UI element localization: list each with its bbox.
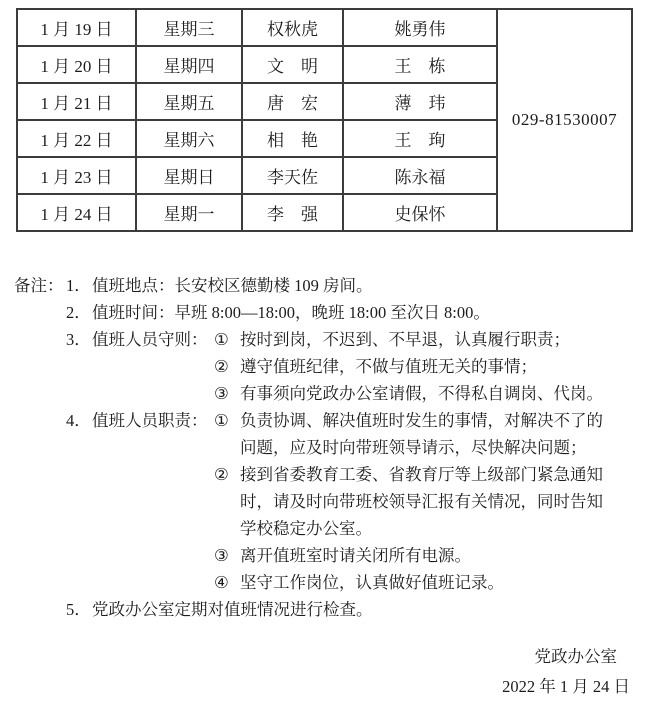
day-duty-cell: 李 强 — [242, 194, 343, 231]
day-duty-cell: 文 明 — [242, 46, 343, 83]
sub-line: 负责协调、解决值班时发生的事情，对解决不了的 — [240, 411, 603, 430]
date-cell: 1 月 23 日 — [17, 157, 136, 194]
sub-item — [214, 407, 646, 461]
sub-line: 时，请及时向带班校领导汇报有关情况，同时告知 — [240, 492, 603, 511]
note-text: 党政办公室定期对值班情况进行检查。 — [92, 600, 373, 619]
note-item-4 — [66, 407, 646, 596]
sub-item — [214, 326, 646, 353]
duty-table — [16, 8, 633, 232]
sub-line: 按时到岗，不迟到、不早退，认真履行职责； — [240, 330, 570, 349]
signature-date: 2022 年 1 月 24 日 — [502, 677, 630, 696]
circled-number: ① — [214, 411, 229, 430]
notes-section — [14, 272, 646, 623]
note-text: 值班地点：长安校区德勤楼 109 房间。 — [92, 276, 373, 295]
day-duty-cell: 相 艳 — [242, 120, 343, 157]
signature-block — [502, 642, 630, 702]
weekday-cell: 星期一 — [136, 194, 242, 231]
phone-cell: 029-81530007 — [497, 9, 632, 231]
weekday-cell: 星期六 — [136, 120, 242, 157]
sub-line: 接到省委教育工委、省教育厅等上级部门紧急通知 — [240, 465, 603, 484]
night-duty-cell: 姚勇伟 — [343, 9, 497, 46]
note-title: 值班人员守则： — [92, 330, 208, 349]
signature-org: 党政办公室 — [534, 647, 617, 666]
sub-line: 遵守值班纪律，不做与值班无关的事情； — [240, 357, 537, 376]
sub-item — [214, 461, 646, 542]
sub-line: 离开值班室时请关闭所有电源。 — [240, 546, 471, 565]
date-cell: 1 月 19 日 — [17, 9, 136, 46]
circled-number: ② — [214, 357, 229, 376]
circled-number: ③ — [214, 384, 229, 403]
note-number: 1． — [66, 276, 91, 295]
circled-number: ① — [214, 330, 229, 349]
note-number: 2． — [66, 303, 91, 322]
note-number: 5． — [66, 600, 91, 619]
night-duty-cell: 陈永福 — [343, 157, 497, 194]
sub-item — [214, 353, 646, 380]
night-duty-cell: 史保怀 — [343, 194, 497, 231]
day-duty-cell: 李天佐 — [242, 157, 343, 194]
sub-line: 有事须向党政办公室请假，不得私自调岗、代岗。 — [240, 384, 603, 403]
circled-number: ② — [214, 465, 229, 484]
day-duty-cell: 权秋虎 — [242, 9, 343, 46]
night-duty-cell: 王 栋 — [343, 46, 497, 83]
note-item-2 — [66, 299, 646, 326]
date-cell: 1 月 20 日 — [17, 46, 136, 83]
day-duty-cell: 唐 宏 — [242, 83, 343, 120]
note-item-5 — [66, 596, 646, 623]
note-number: 3． — [66, 330, 91, 349]
night-duty-cell: 王 珣 — [343, 120, 497, 157]
table-row — [17, 9, 632, 46]
note-title: 值班人员职责： — [92, 411, 208, 430]
note-number: 4． — [66, 411, 91, 430]
weekday-cell: 星期三 — [136, 9, 242, 46]
note-text: 值班时间：早班 8:00—18:00，晚班 18:00 至次日 8:00。 — [92, 303, 490, 322]
sub-item — [214, 542, 646, 569]
date-cell: 1 月 24 日 — [17, 194, 136, 231]
weekday-cell: 星期五 — [136, 83, 242, 120]
sub-item — [214, 380, 646, 407]
notes-label: 备注： — [14, 276, 64, 295]
note-item-1 — [66, 272, 646, 299]
sub-line: 问题，应及时向带班领导请示，尽快解决问题； — [240, 438, 587, 457]
date-cell: 1 月 21 日 — [17, 83, 136, 120]
circled-number: ④ — [214, 573, 229, 592]
circled-number: ③ — [214, 546, 229, 565]
sub-line: 学校稳定办公室。 — [240, 519, 372, 538]
date-cell: 1 月 22 日 — [17, 120, 136, 157]
sub-line: 坚守工作岗位，认真做好值班记录。 — [240, 573, 504, 592]
weekday-cell: 星期四 — [136, 46, 242, 83]
note-item-3 — [66, 326, 646, 407]
sub-item — [214, 569, 646, 596]
weekday-cell: 星期日 — [136, 157, 242, 194]
night-duty-cell: 薄 玮 — [343, 83, 497, 120]
